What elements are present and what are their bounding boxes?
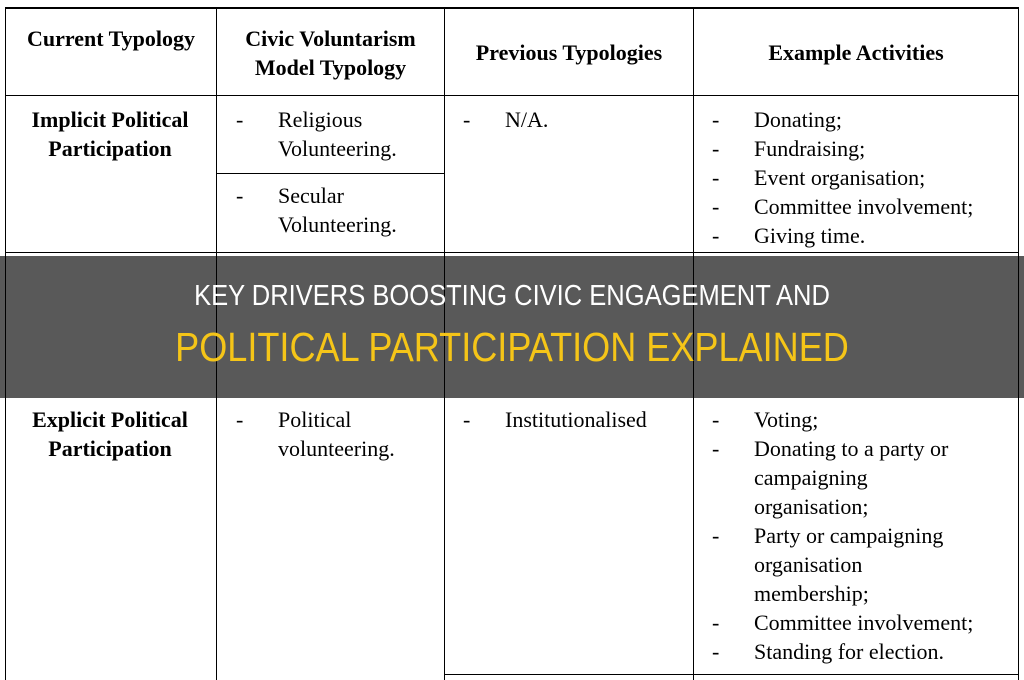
table-border <box>5 95 1019 96</box>
activities-list <box>712 405 977 666</box>
activities-list <box>712 105 1012 250</box>
list-item: - Party or campaigning organisation membership; <box>712 521 977 608</box>
cvm-list <box>236 405 436 463</box>
list-item: - Donating; <box>712 105 1012 134</box>
list-item: - Political volunteering. <box>236 405 436 463</box>
list-item: - Committee involvement; <box>712 608 977 637</box>
table-border <box>444 674 1019 675</box>
cvm-list <box>236 105 436 163</box>
list-item: - Religious Volunteering. <box>236 105 436 163</box>
list-item: - Committee involvement; <box>712 192 1012 221</box>
list-item: - Standing for election. <box>712 637 977 666</box>
header-previous-typologies: Previous Typologies <box>475 40 663 65</box>
list-item: - Giving time. <box>712 221 1012 250</box>
table-border <box>216 173 444 174</box>
table-border <box>5 7 1019 9</box>
list-item: - Event organisation; <box>712 163 1012 192</box>
header-cvm-typology: Civic Voluntarism Model Typology <box>245 26 416 80</box>
list-item: - Voting; <box>712 405 977 434</box>
list-item: - Donating to a party or campaigning organisation; <box>712 434 977 521</box>
list-item: - Fundraising; <box>712 134 1012 163</box>
previous-list <box>463 105 683 134</box>
cvm-list <box>236 181 436 239</box>
previous-list <box>463 405 691 434</box>
banner-title-line1: KEY DRIVERS BOOSTING CIVIC ENGAGEMENT AND <box>194 280 830 312</box>
typology-explicit: Explicit Political Participation <box>32 407 188 461</box>
list-item: - Secular Volunteering. <box>236 181 436 239</box>
header-example-activities: Example Activities <box>768 40 944 65</box>
list-item: - N/A. <box>463 105 683 134</box>
table-border <box>5 252 1019 253</box>
list-item: - Institutionalised <box>463 405 691 434</box>
banner-title-line2: POLITICAL PARTICIPATION EXPLAINED <box>175 324 849 370</box>
header-current-typology: Current Typology <box>26 26 196 51</box>
typology-implicit: Implicit Political Participation <box>31 107 189 161</box>
